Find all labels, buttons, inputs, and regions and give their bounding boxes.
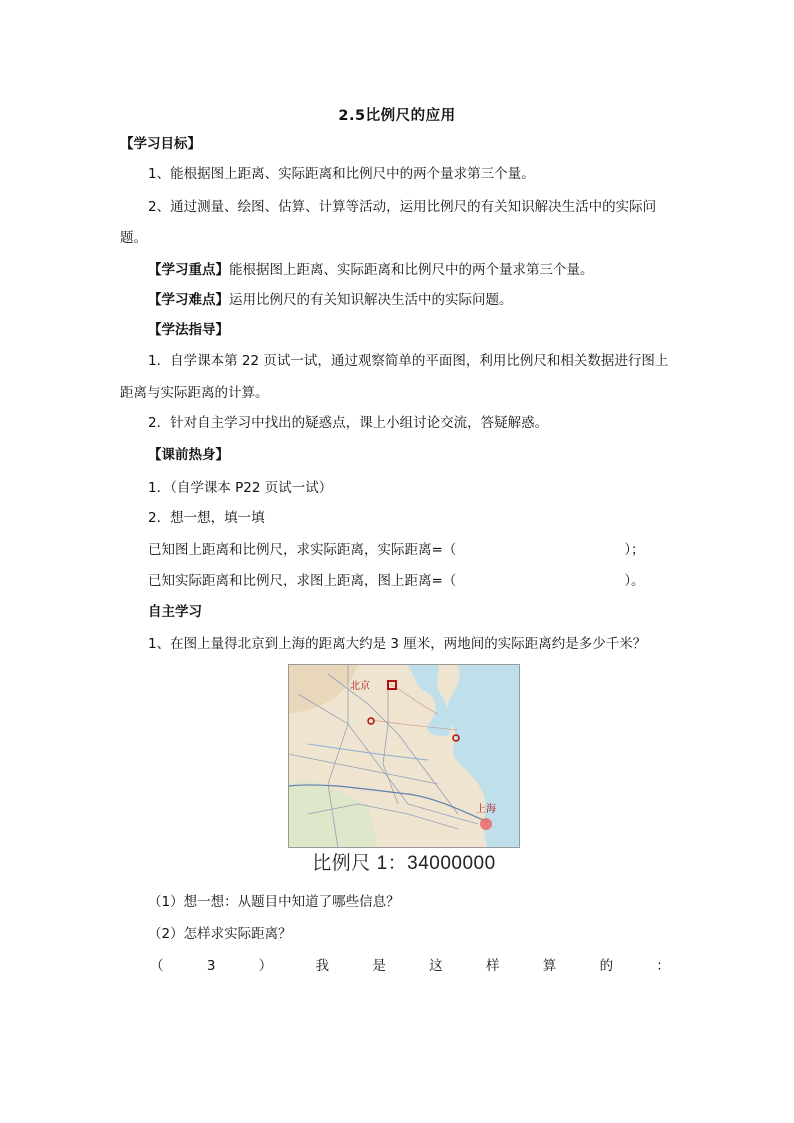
goal-item-2-cont: 题。 — [120, 230, 147, 246]
focus-text: 能根据图上距离、实际距离和比例尺中的两个量求第三个量。 — [229, 262, 594, 278]
fill-question-2-prefix: 已知实际距离和比例尺，求图上距离，图上距离=（ — [148, 573, 457, 589]
map-image — [288, 664, 520, 848]
goals-heading: 【学习目标】 — [120, 136, 201, 152]
method-heading: 【学法指导】 — [148, 322, 229, 338]
warmup-item-2: 2．想一想，填一填 — [148, 510, 265, 526]
fill-question-2-suffix: ）。 — [624, 573, 645, 589]
map-scale-label: 比例尺 1：34000000 — [312, 853, 496, 874]
method-item-2: 2．针对自主学习中找出的疑惑点，课上小组讨论交流，答疑解惑。 — [148, 415, 549, 431]
goal-item-2: 2、通过测量、绘图、估算、计算等活动，运用比例尺的有关知识解决生活中的实际问 — [148, 199, 657, 215]
method-item-1-cont: 距离与实际距离的计算。 — [120, 385, 269, 401]
focus-line — [148, 260, 708, 280]
difficulty-line — [148, 290, 708, 310]
sub3-part: 3 — [206, 958, 216, 974]
method-item-1: 1．自学课本第 22 页试一试，通过观察简单的平面图，利用比例尺和相关数据进行图上 — [148, 353, 669, 369]
difficulty-text: 运用比例尺的有关知识解决生活中的实际问题。 — [229, 292, 513, 308]
goal-item-1: 1、能根据图上距离、实际距离和比例尺中的两个量求第三个量。 — [148, 166, 535, 182]
warmup-heading: 【课前热身】 — [148, 447, 229, 463]
sub3-part: （ — [150, 958, 164, 974]
focus-heading: 【学习重点】 — [148, 262, 229, 278]
sub-question-1: （1）想一想：从题目中知道了哪些信息？ — [148, 894, 400, 910]
beijing-label: 北京 — [350, 681, 370, 692]
page-title: 2.5比例尺的应用 — [338, 108, 456, 124]
sub3-part: 我 — [315, 958, 330, 974]
difficulty-heading: 【学习难点】 — [148, 292, 229, 308]
sub-question-2: （2）怎样求实际距离？ — [148, 926, 292, 942]
self-study-heading: 自主学习 — [148, 604, 202, 620]
sub-question-3 — [150, 956, 670, 976]
fill-question-1-suffix: ）； — [624, 542, 645, 558]
fill-question-2 — [148, 571, 708, 591]
self-study-problem: 1、在图上量得北京到上海的距离大约是 3 厘米，两地间的实际距离约是多少千米？ — [148, 636, 647, 652]
sub3-part: 这 — [429, 958, 443, 974]
china-east-map-figure — [288, 664, 520, 874]
shanghai-label: 上海 — [476, 804, 496, 815]
warmup-item-1: 1．（自学课本 P22 页试一试） — [148, 480, 333, 496]
fill-question-1-prefix: 已知图上距离和比例尺，求实际距离，实际距离=（ — [148, 542, 457, 558]
sub3-part: 算 — [542, 958, 557, 974]
sub3-part: ） — [258, 958, 273, 974]
fill-question-1 — [148, 540, 708, 560]
sub3-part: 是 — [372, 958, 386, 974]
sub3-part: 样 — [485, 958, 500, 974]
shanghai-marker — [480, 818, 492, 830]
sub3-part: ： — [656, 958, 670, 974]
sub3-part: 的 — [599, 958, 614, 974]
